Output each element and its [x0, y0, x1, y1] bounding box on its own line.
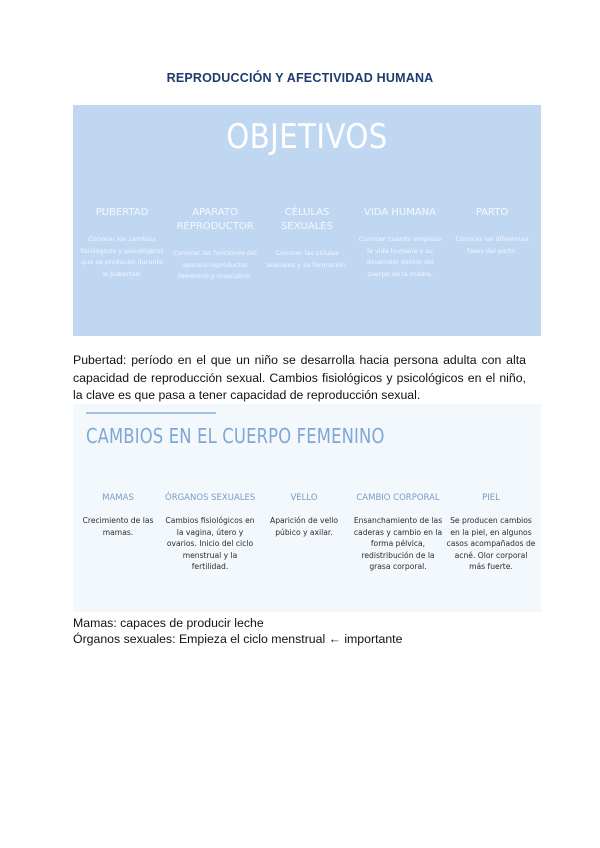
note-organos-sexuales: Órganos sexuales: Empieza el ciclo menstrual ← importante — [73, 632, 403, 646]
objective-heading: PUBERTAD — [95, 207, 149, 218]
objective-text: Conocer las células sexuales y su formación. — [266, 249, 348, 269]
change-piel — [446, 493, 536, 573]
change-text: Crecimiento de las mamas. — [82, 516, 154, 537]
pubertad-paragraph: Pubertad: período en el que un niño se desarrolla hacia persona adulta con alta capacidad de reproducción sexual. Cambios fisiológicos y psicológicos en el niño, la clave es que pasa a tener capacidad de reproducción sexual. — [73, 353, 526, 402]
change-heading: ÓRGANOS SEXUALES — [165, 493, 256, 503]
objective-text: Conocer cuando empieza la vida humana y su desarrollo dentro del cuerpo de la madre. — [358, 235, 442, 278]
heading-rule — [86, 412, 216, 414]
change-text: Aparición de vello púbico y axilar. — [270, 516, 338, 537]
change-heading: PIEL — [482, 493, 500, 503]
objective-celulas-sexuales — [263, 206, 351, 271]
objective-heading: VIDA HUMANA — [364, 207, 436, 218]
change-cambio-corporal — [353, 493, 443, 573]
objective-text: Conocer las diferentes fases del parto. — [455, 235, 529, 255]
objectives-heading: OBJETIVOS — [226, 117, 388, 157]
change-heading: CAMBIO CORPORAL — [356, 493, 440, 503]
change-text: Ensanchamiento de las caderas y cambio en la forma pélvica, redistribución de la grasa corporal. — [353, 516, 443, 572]
change-heading: MAMAS — [102, 493, 134, 503]
change-mamas — [73, 493, 163, 538]
objective-parto — [448, 206, 536, 257]
change-vello — [259, 493, 349, 538]
objective-heading: PARTO — [475, 207, 509, 218]
objective-vida-humana — [356, 206, 444, 280]
document-title: REPRODUCCIÓN Y AFECTIVIDAD HUMANA — [166, 71, 434, 85]
objectives-panel — [73, 105, 541, 336]
note-mamas: Mamas: capaces de producir leche — [73, 616, 264, 630]
change-heading: VELLO — [290, 493, 318, 503]
changes-heading: CAMBIOS EN EL CUERPO FEMENINO — [86, 424, 385, 448]
objective-aparato-reproductor — [171, 206, 259, 283]
change-text: Se producen cambios en la piel, en algunos casos acompañados de acné. Olor corporal más fuerte. — [446, 516, 536, 572]
objective-pubertad — [78, 206, 166, 280]
change-text: Cambios fisiológicos en la vagina, útero y ovarios. Inicio del ciclo menstrual y la fertilidad. — [165, 516, 255, 572]
objective-text: Conocer los cambios fisiológicos y psicológicos que se producen durante la pubertad. — [80, 235, 164, 278]
change-organos-sexuales — [165, 493, 255, 573]
objective-heading: APARATO REPRODUCTOR — [176, 207, 254, 232]
changes-panel — [73, 404, 541, 612]
objective-text: Conocer las funciones del aparato reproductor femenino y masculino. — [173, 249, 257, 280]
objective-heading: CÉLULAS SEXUALES — [281, 207, 333, 232]
